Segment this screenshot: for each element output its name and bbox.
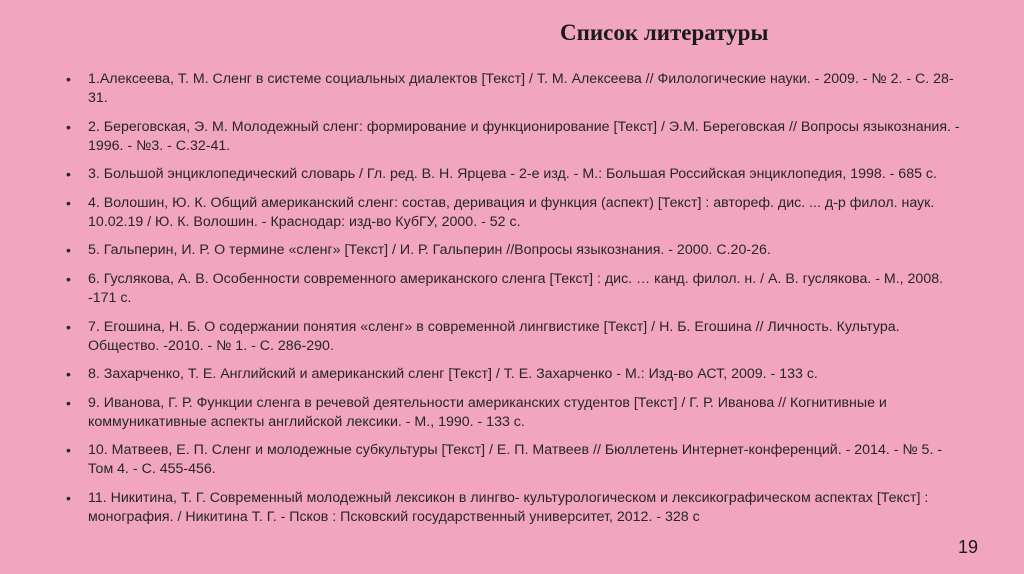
page-number: 19	[957, 537, 978, 557]
reference-item	[62, 241, 962, 260]
bullet-icon: •	[66, 394, 71, 411]
reference-text: 4. Волошин, Ю. К. Общий американский сленг: состав, деривация и функция (аспект) [Текст] : автореф. дис. ... д-р филол. наук. 10.02.19 / Ю. К. Волошин. - Краснодар: изд-во КубГУ, 2000. - 52 с.	[88, 194, 935, 230]
reference-list	[62, 70, 962, 537]
reference-text: 2. Береговская, Э. М. Молодежный сленг: формирование и функционирование [Текст] / Э.М. Береговская // Вопросы языкознания. - 1996. - №3. - С.32-41.	[88, 118, 960, 154]
reference-item	[62, 118, 962, 156]
bullet-icon: •	[66, 366, 71, 383]
reference-item	[62, 318, 962, 356]
reference-item	[62, 270, 962, 308]
bullet-icon: •	[66, 242, 71, 259]
reference-text: 9. Иванова, Г. Р. Функции сленга в речевой деятельности американских студентов [Текст] / Г. Р. Иванова // Когнитивные и коммуникативные аспекты английской лексики. - М., 1990. - 133 с.	[88, 394, 887, 430]
bullet-icon: •	[66, 318, 71, 335]
reference-text: 3. Большой энциклопедический словарь / Гл. ред. В. Н. Ярцева - 2-е изд. - М.: Большая Российская энциклопедия, 1998. - 685 с.	[88, 166, 937, 183]
reference-item	[62, 394, 962, 432]
reference-item	[62, 194, 962, 232]
reference-item	[62, 165, 962, 184]
reference-item	[62, 489, 962, 527]
bullet-icon: •	[66, 194, 71, 211]
reference-text: 7. Егошина, Н. Б. О содержании понятия «сленг» в современной лингвистике [Текст] / Н. Б. Егошина // Личность. Культура. Общество. -2010. - № 1. - С. 286-290.	[88, 318, 900, 354]
bullet-icon: •	[66, 166, 71, 183]
reference-text: 6. Гуслякова, А. В. Особенности современного американского сленга [Текст] : дис. … канд. филол. н. / А. В. гуслякова. - М., 2008. -171 с.	[88, 270, 944, 306]
reference-text: 5. Гальперин, И. Р. О термине «сленг» [Текст] / И. Р. Гальперин //Вопросы языкознания. - 2000. С.20-26.	[88, 242, 771, 259]
reference-item	[62, 441, 962, 479]
slide-title: Список литературы	[560, 20, 769, 45]
reference-item	[62, 70, 962, 108]
bullet-icon: •	[66, 489, 71, 506]
reference-text: 8. Захарченко, Т. Е. Английский и американский сленг [Текст] / Т. Е. Захарченко - М.: Изд-во АСТ, 2009. - 133 с.	[88, 366, 818, 383]
bullet-icon: •	[66, 442, 71, 459]
reference-text: 1.Алексеева, Т. М. Сленг в системе социальных диалектов [Текст] / Т. М. Алексеева // Филологические науки. - 2009. - № 2. - С. 28-31.	[88, 71, 954, 106]
bullet-icon: •	[66, 118, 71, 135]
reference-text: 10. Матвеев, Е. П. Сленг и молодежные субкультуры [Текст] / Е. П. Матвеев // Бюллетень Интернет-конференций. - 2014. - № 5. - Том 4. - С. 455-456.	[88, 442, 943, 478]
reference-item	[62, 365, 962, 384]
bullet-icon: •	[66, 71, 71, 87]
reference-text: 11. Никитина, Т. Г. Современный молодежный лексикон в лингво- культурологическом и лексикографическом аспектах [Текст] : монография. / Никитина Т. Г. - Псков : Псковский государственный университет, 2012. - 328 с	[88, 489, 929, 525]
bullet-icon: •	[66, 270, 71, 287]
